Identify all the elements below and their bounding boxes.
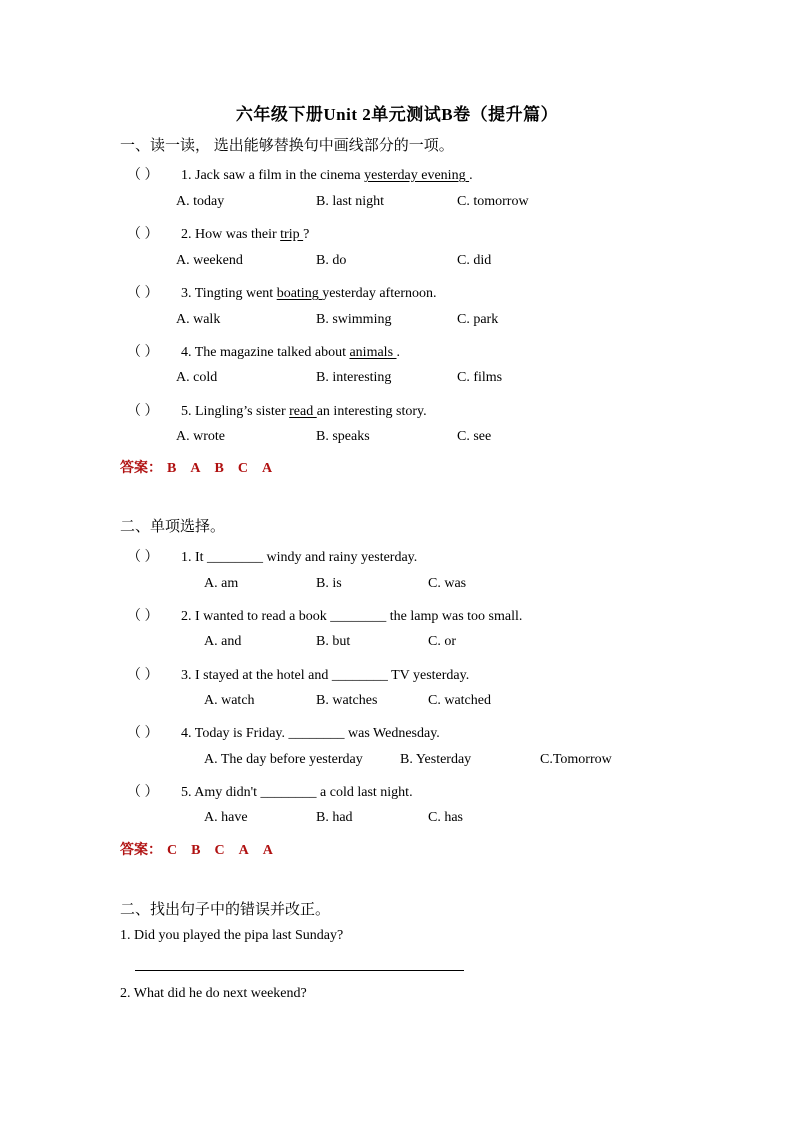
- question-text: 2. I wanted to read a book ________ the lamp was too small.: [181, 609, 523, 624]
- s2-q2-option-a: A. and: [204, 634, 242, 649]
- s1-q3-option-b: B. swimming: [316, 312, 392, 327]
- s2-question-1: [127, 546, 417, 566]
- s3-item-2: 2. What did he do next weekend?: [120, 986, 307, 1001]
- s2-q1-option-b: B. is: [316, 576, 342, 591]
- answer-paren: （ ）: [127, 286, 159, 301]
- s1-question-2: [127, 223, 309, 243]
- s2-q3-option-b: B. watches: [316, 693, 378, 708]
- question-text-end: ?: [303, 227, 310, 242]
- answer-paren: （ ）: [127, 785, 159, 800]
- answer-paren: （ ）: [127, 609, 159, 624]
- s1-q3-option-c: C. park: [457, 312, 499, 327]
- question-text: 3. Tingting went: [181, 286, 277, 301]
- answer-value: B: [214, 461, 224, 476]
- answer-value: A: [261, 461, 273, 476]
- answer-paren: （ ）: [127, 726, 159, 741]
- answer-label: 答案：: [120, 843, 162, 858]
- answer-value: C: [214, 843, 225, 858]
- question-text-end: yesterday afternoon.: [322, 286, 437, 301]
- underlined-phrase: animals: [349, 345, 397, 360]
- s2-question-3: [127, 664, 469, 684]
- underlined-phrase: trip: [280, 227, 304, 242]
- s1-q4-option-a: A. cold: [176, 370, 218, 385]
- s1-q5-option-c: C. see: [457, 429, 492, 444]
- section-2-answer-key: [120, 839, 282, 859]
- answer-value: C: [167, 843, 178, 858]
- answer-value: B: [191, 843, 201, 858]
- question-text-end: an interesting story.: [316, 404, 427, 419]
- s1-q5-option-b: B. speaks: [316, 429, 370, 444]
- s1-q1-option-c: C. tomorrow: [457, 194, 529, 209]
- question-text-end: .: [396, 345, 401, 360]
- answer-paren: （ ）: [127, 550, 159, 565]
- s3-item-1: 1. Did you played the pipa last Sunday?: [120, 928, 344, 943]
- underlined-phrase: read: [289, 404, 317, 419]
- s1-q4-option-b: B. interesting: [316, 370, 392, 385]
- s2-q1-option-a: A. am: [204, 576, 239, 591]
- page-title: 六年级下册Unit 2单元测试B卷（提升篇）: [235, 105, 559, 124]
- underlined-phrase: boating: [276, 286, 323, 301]
- question-text: 4. The magazine talked about: [181, 345, 350, 360]
- s2-q1-option-c: C. was: [428, 576, 467, 591]
- s1-q1-option-b: B. last night: [316, 194, 385, 209]
- answer-paren: （ ）: [127, 345, 159, 360]
- question-text: 3. I stayed at the hotel and ________ TV yesterday.: [181, 668, 470, 683]
- question-text: 1. It ________ windy and rainy yesterday.: [181, 550, 418, 565]
- answer-paren: （ ）: [127, 168, 159, 183]
- s2-q4-option-a: A. The day before yesterday: [204, 752, 363, 767]
- s2-q5-option-c: C. has: [428, 810, 463, 825]
- s2-q4-option-b: B. Yesterday: [400, 752, 472, 767]
- answer-value: A: [238, 843, 249, 858]
- question-text: 1. Jack saw a film in the cinema: [181, 168, 365, 183]
- section-3-heading: 二、找出句子中的错误并改正。: [120, 902, 331, 918]
- section-1-heading: 一、读一读， 选出能够替换句中画线部分的一项。: [120, 138, 454, 154]
- s2-q3-option-c: C. watched: [428, 693, 491, 708]
- s1-question-5: [127, 400, 427, 420]
- section-1-answer-key: [120, 457, 281, 477]
- question-text: 5. Amy didn't ________ a cold last night.: [181, 785, 413, 800]
- s2-q2-option-b: B. but: [316, 634, 351, 649]
- s2-q5-option-a: A. have: [204, 810, 248, 825]
- s1-q3-option-a: A. walk: [176, 312, 221, 327]
- s2-question-5: [127, 781, 413, 801]
- underlined-phrase: yesterday evening: [364, 168, 470, 183]
- s1-q5-option-a: A. wrote: [176, 429, 225, 444]
- question-text: 4. Today is Friday. ________ was Wednesday.: [181, 726, 440, 741]
- answer-blank-line[interactable]: [135, 970, 464, 971]
- s1-q2-option-c: C. did: [457, 253, 492, 268]
- s2-q3-option-a: A. watch: [204, 693, 255, 708]
- answer-paren: （ ）: [127, 404, 159, 419]
- s1-q1-option-a: A. today: [176, 194, 225, 209]
- s1-question-3: [127, 282, 437, 302]
- question-text: 2. How was their: [181, 227, 281, 242]
- answer-label: 答案：: [120, 461, 162, 476]
- question-text: 5. Lingling’s sister: [181, 404, 290, 419]
- s1-question-1: [127, 164, 473, 184]
- section-2-heading: 二、单项选择。: [120, 519, 226, 535]
- s1-question-4: [127, 341, 400, 361]
- answer-paren: （ ）: [127, 668, 159, 683]
- answer-value: A: [262, 843, 273, 858]
- s1-q4-option-c: C. films: [457, 370, 503, 385]
- answer-paren: （ ）: [127, 227, 159, 242]
- answer-value: A: [190, 461, 201, 476]
- question-text-end: .: [469, 168, 473, 183]
- s2-question-4: [127, 722, 440, 742]
- s2-q4-option-c: C.Tomorrow: [540, 752, 612, 767]
- s2-q2-option-c: C. or: [428, 634, 456, 649]
- answer-value: C: [237, 461, 248, 476]
- s1-q2-option-b: B. do: [316, 253, 347, 268]
- answer-value: B: [167, 461, 177, 476]
- s2-q5-option-b: B. had: [316, 810, 353, 825]
- s1-q2-option-a: A. weekend: [176, 253, 243, 268]
- s2-question-2: [127, 605, 522, 625]
